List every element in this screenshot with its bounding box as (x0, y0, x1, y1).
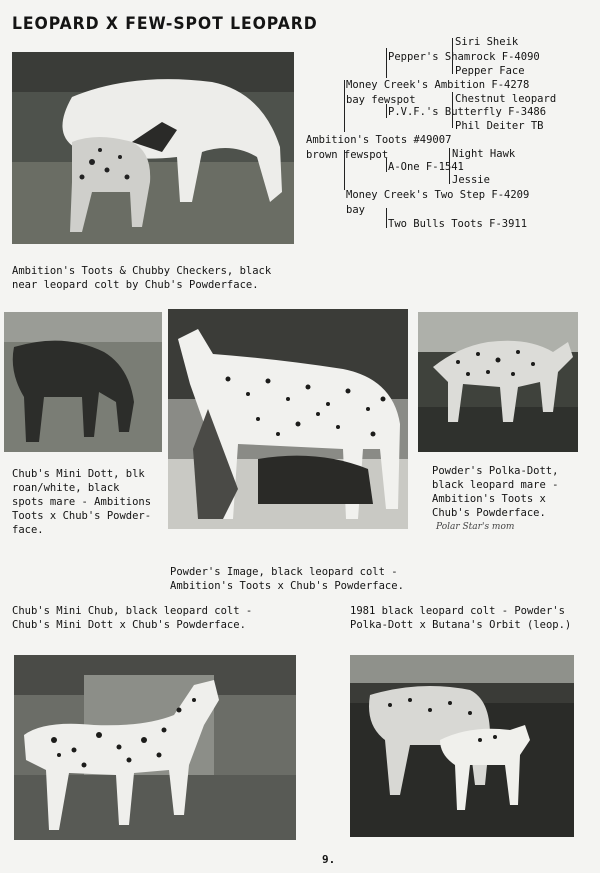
pedigree-bracket (344, 80, 345, 132)
pedigree-sire-dam-dam: Phil Deiter TB (455, 120, 544, 132)
handwritten-note: Polar Star's mom (436, 522, 515, 532)
caption-chubs-mini-dott: Chub's Mini Dott, blk roan/white, black spots mare - Ambitions Toots x Chub's Powder- face. (12, 468, 152, 536)
pedigree-bracket (386, 104, 387, 118)
photo-powders-polka-dott (418, 312, 578, 452)
photo-chubs-mini-chub (14, 655, 296, 840)
pedigree-bracket (386, 158, 387, 172)
caption-1981-colt: 1981 black leopard colt - Powder's Polka-Dott x Butana's Orbit (leop.) (350, 605, 572, 631)
pedigree-bracket (386, 208, 387, 228)
page-title: LEOPARD X FEW-SPOT LEOPARD (12, 14, 318, 34)
pedigree-bracket (452, 92, 453, 128)
photo-chubs-mini-dott (4, 312, 162, 452)
pedigree-sire-dam: P.V.F.'s Butterfly F-3486 (388, 106, 547, 118)
pedigree-sire-sire-sire: Siri Sheik (455, 36, 519, 48)
pedigree-dam-sire-dam: Jessie (452, 174, 490, 186)
pedigree-sire-sire-dam: Pepper Face (455, 65, 525, 77)
pedigree-sire-dam-sire: Chestnut leopard (455, 93, 557, 105)
pedigree-sire-sire: Pepper's Shamrock F-4090 (388, 51, 540, 63)
pedigree-bracket (344, 150, 345, 190)
pedigree-dam: Money Creek's Two Step F-4209 (346, 189, 530, 201)
pedigree-sire: Money Creek's Ambition F-4278 (346, 79, 530, 91)
pedigree-dam-sire: A-One F-1541 (388, 161, 464, 173)
caption-powders-polka-dott: Powder's Polka-Dott, black leopard mare - Ambition's Toots x Chub's Powderface. (432, 465, 559, 519)
photo-1981-colt (350, 655, 574, 837)
pedigree-bracket (452, 38, 453, 74)
pedigree-subject-desc: brown fewspot (306, 149, 389, 161)
pedigree-subject: Ambition's Toots #49007 (306, 134, 452, 146)
pedigree-bracket (386, 48, 387, 78)
caption-top-photo: Ambition's Toots & Chubby Checkers, black near leopard colt by Chub's Powderface. (12, 265, 272, 291)
pedigree-dam-sire-sire: Night Hawk (452, 148, 516, 160)
page-number: 9. (322, 853, 336, 866)
caption-powders-image: Powder's Image, black leopard colt - Ambition's Toots x Chub's Powderface. (170, 566, 404, 592)
photo-mare-and-foal (12, 52, 294, 244)
pedigree-dam-dam: Two Bulls Toots F-3911 (388, 218, 528, 230)
photo-powders-image (168, 309, 408, 529)
pedigree-bracket (449, 148, 450, 184)
caption-chubs-mini-chub: Chub's Mini Chub, black leopard colt - Chub's Mini Dott x Chub's Powderface. (12, 605, 253, 631)
pedigree-dam-desc: bay (346, 204, 365, 216)
pedigree-sire-desc: bay fewspot (346, 94, 416, 106)
